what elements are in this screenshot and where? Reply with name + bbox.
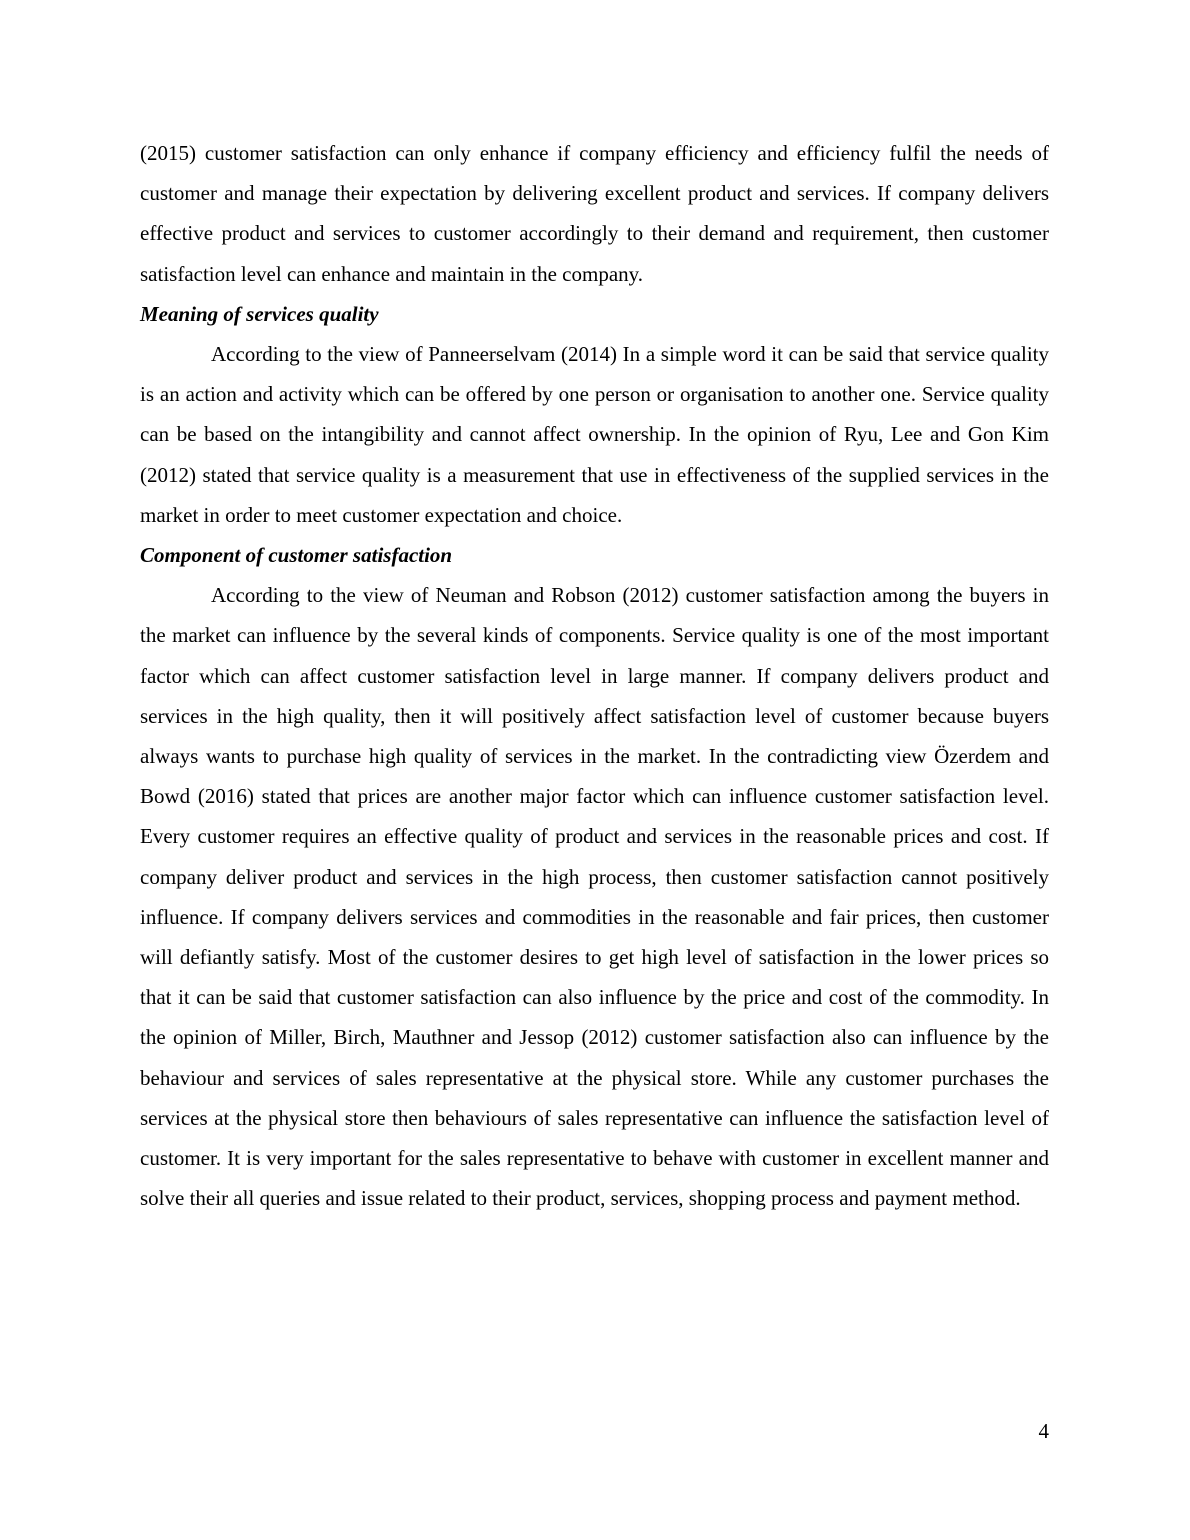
page-body [140, 133, 1049, 1218]
body-paragraph-3: According to the view of Neuman and Robson (2012) customer satisfaction among the buyers in the market can influence by the several kinds of components. Service quality is one of the most important factor which can affect customer satisfaction level in large manner. If company delivers product and services in the high quality, then it will positively affect satisfaction level of customer because buyers always wants to purchase high quality of services in the market. In the contradicting view Özerdem and Bowd (2016) stated that prices are another major factor which can influence customer satisfaction level. Every customer requires an effective quality of product and services in the reasonable prices and cost. If company deliver product and services in the high process, then customer satisfaction cannot positively influence. If company delivers services and commodities in the reasonable and fair prices, then customer will defiantly satisfy. Most of the customer desires to get high level of satisfaction in the lower prices so that it can be said that customer satisfaction can also influence by the price and cost of the commodity. In the opinion of Miller, Birch, Mauthner and Jessop (2012) customer satisfaction also can influence by the behaviour and services of sales representative at the physical store. While any customer purchases the services at the physical store then behaviours of sales representative can influence the satisfaction level of customer. It is very important for the sales representative to behave with customer in excellent manner and solve their all queries and issue related to their product, services, shopping process and payment method. [140, 583, 1049, 1211]
page-number: 4 [1038, 1419, 1049, 1443]
body-paragraph-1: (2015) customer satisfaction can only enhance if company efficiency and efficiency fulfil the needs of customer and manage their expectation by delivering excellent product and services. If company delivers effective product and services to customer accordingly to their demand and requirement, then customer satisfaction level can enhance and maintain in the company. [140, 141, 1049, 286]
body-paragraph-2: According to the view of Panneerselvam (2014) In a simple word it can be said that service quality is an action and activity which can be offered by one person or organisation to another one. Service quality can be based on the intangibility and cannot affect ownership. In the opinion of Ryu, Lee and Gon Kim (2012) stated that service quality is a measurement that use in effectiveness of the supplied services in the market in order to meet customer expectation and choice. [140, 342, 1049, 527]
section-heading-services-quality: Meaning of services quality [140, 301, 379, 326]
section-heading-customer-satisfaction: Component of customer satisfaction [140, 543, 453, 568]
